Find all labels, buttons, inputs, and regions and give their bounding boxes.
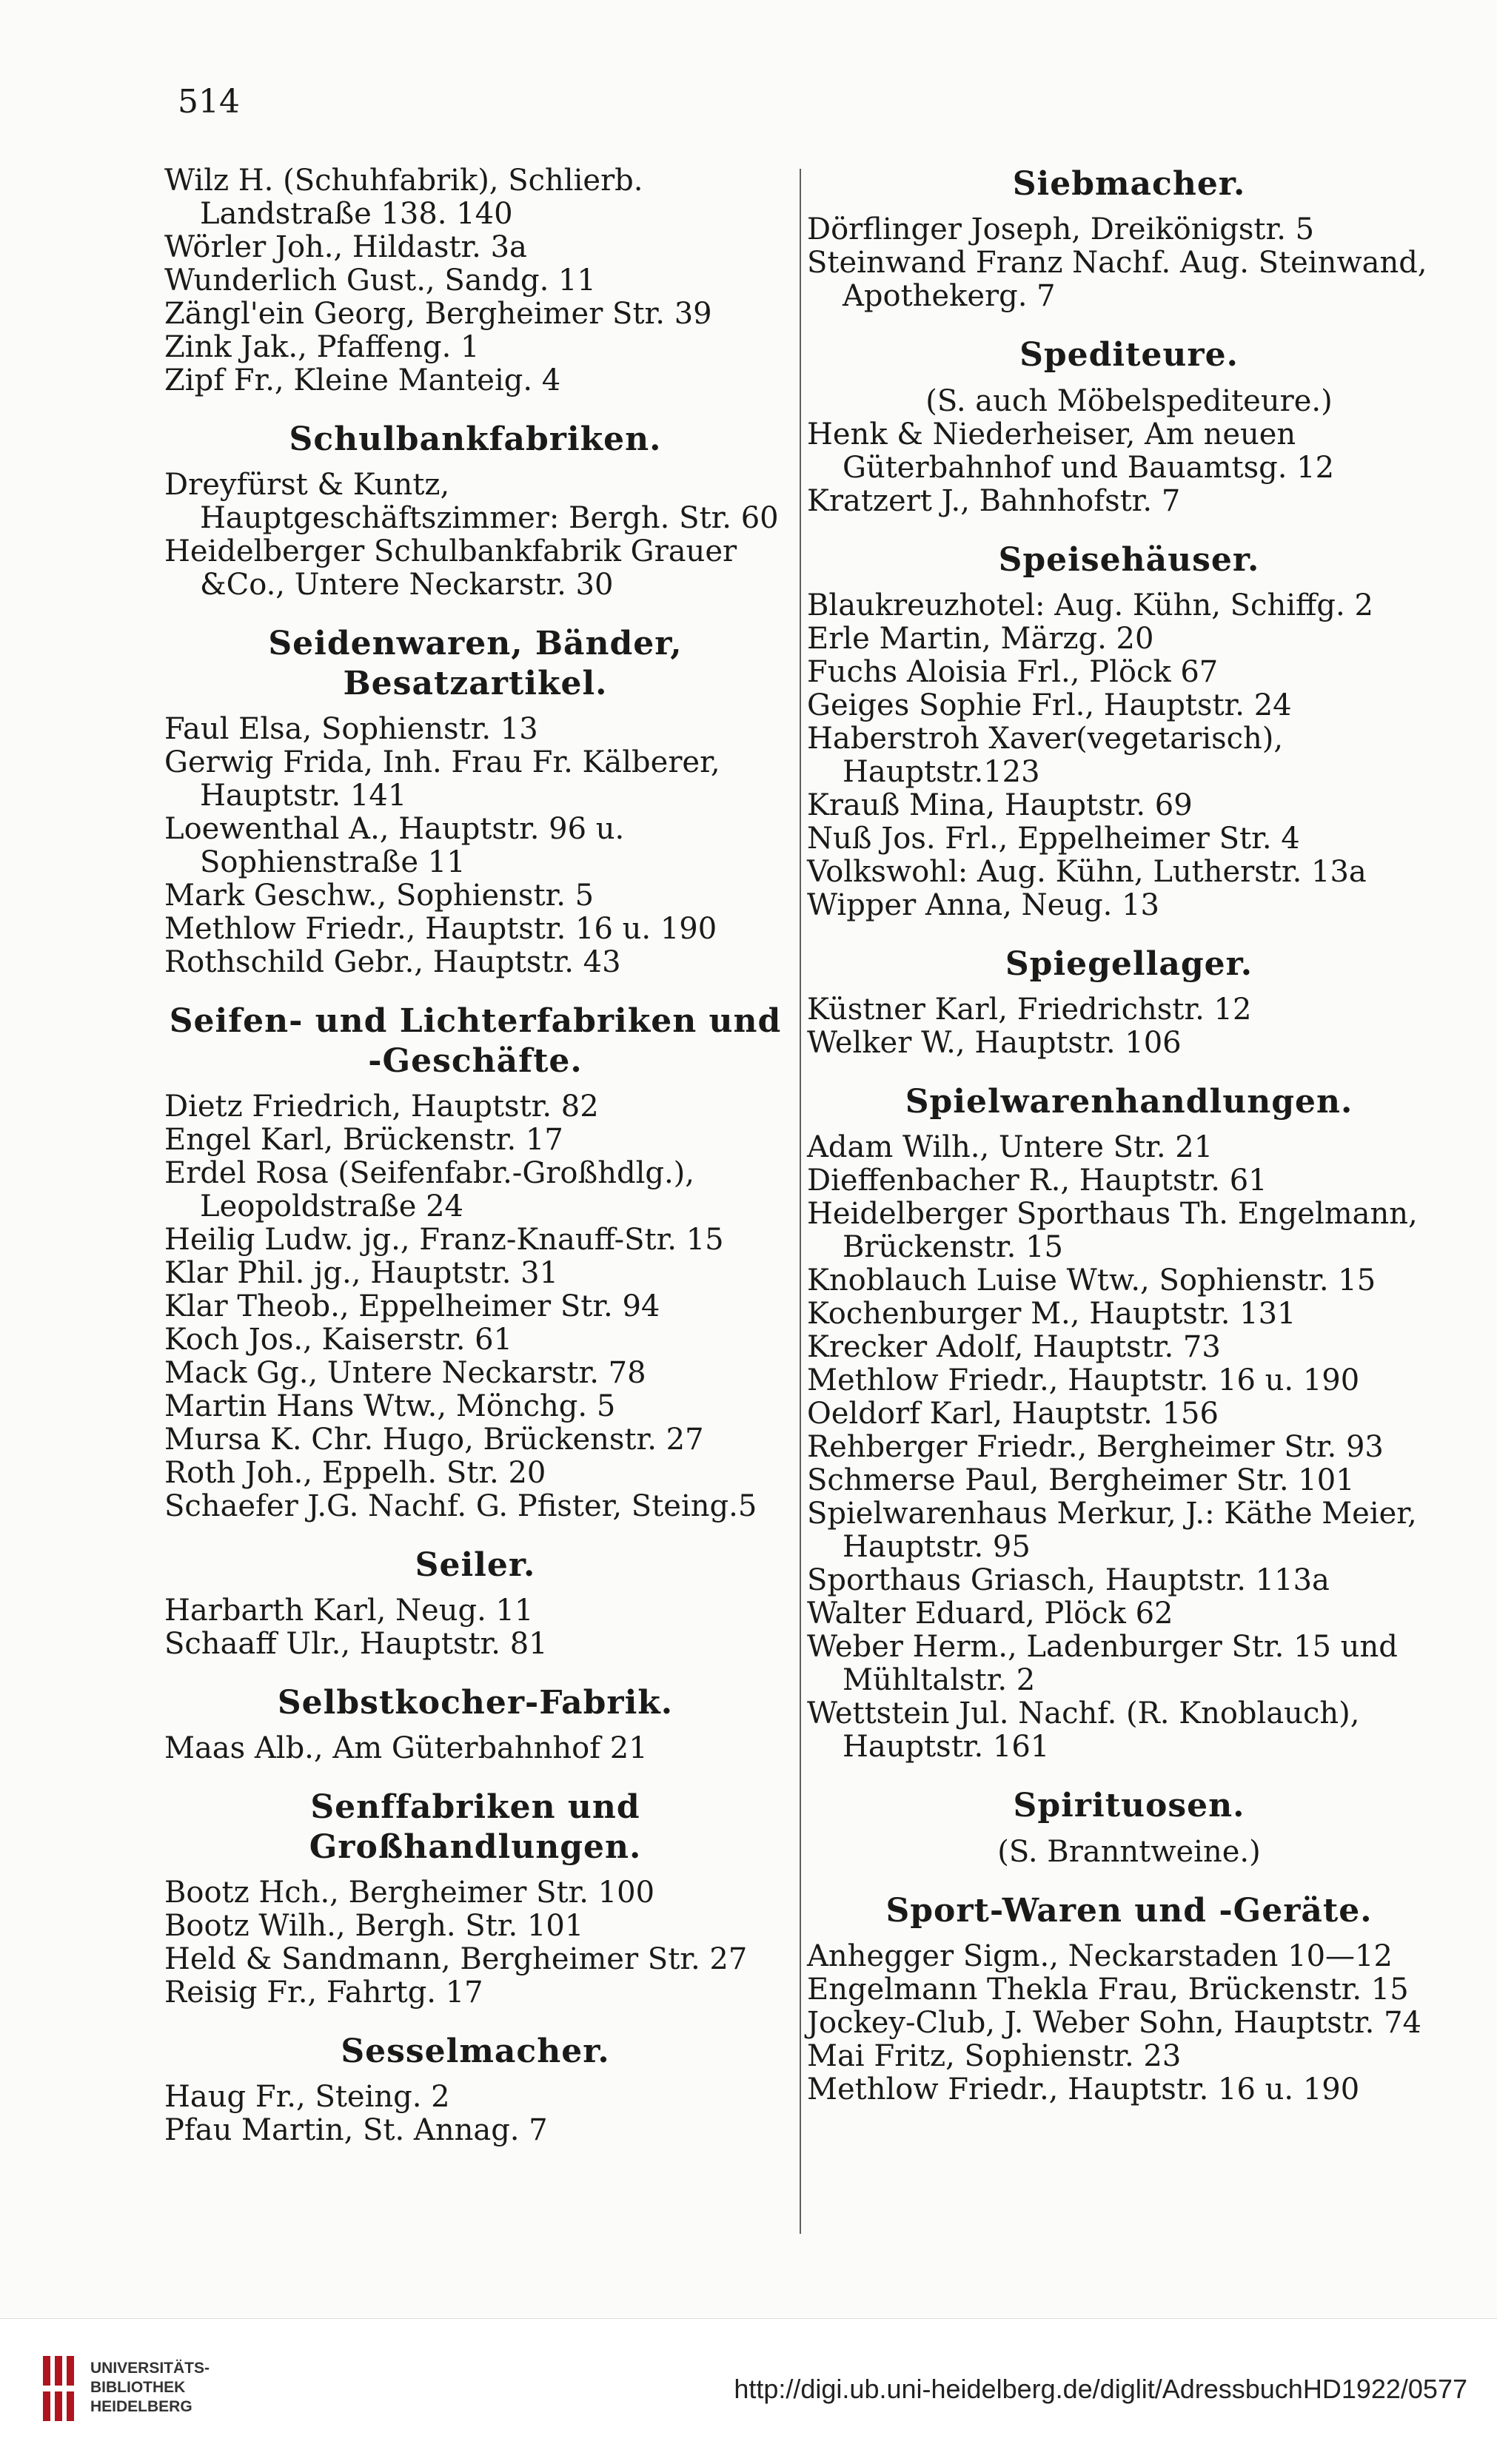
section-heading: Spielwarenhandlungen. <box>905 1083 1353 1121</box>
directory-entry: Roth Joh., Eppelh. Str. 20 <box>164 1456 546 1490</box>
directory-entry: Oeldorf Karl, Hauptstr. 156 <box>807 1397 1219 1431</box>
directory-section <box>164 1001 786 1523</box>
directory-entry: Krecker Adolf, Hauptstr. 73 <box>807 1330 1221 1364</box>
section-note: (S. auch Möbelspediteure.) <box>925 384 1333 418</box>
directory-section <box>807 1891 1451 2107</box>
directory-entry: Pfau Martin, St. Annag. 7 <box>164 2113 548 2147</box>
directory-section <box>807 1082 1451 1764</box>
directory-entry: Loewenthal A., Hauptstr. 96 u. Sophienstraße 11 <box>164 812 625 879</box>
column-divider <box>800 169 801 2234</box>
directory-entry: Maas Alb., Am Güterbahnhof 21 <box>164 1731 648 1765</box>
directory-entry: Schaaff Ulr., Hauptstr. 81 <box>164 1627 548 1661</box>
section-heading: Spediteure. <box>1019 336 1239 374</box>
directory-entry: Adam Wilh., Untere Str. 21 <box>807 1130 1213 1164</box>
directory-entry: Dieffenbacher R., Hauptstr. 61 <box>807 1164 1267 1198</box>
left-column <box>164 164 786 2163</box>
directory-section <box>164 1545 786 1661</box>
directory-entry: Klar Theob., Eppelheimer Str. 94 <box>164 1289 660 1323</box>
directory-entry: Gerwig Frida, Inh. Frau Fr. Kälberer, Hauptstr. 141 <box>164 745 720 813</box>
page-number: 514 <box>178 83 240 121</box>
directory-entry: Henk & Niederheiser, Am neuen Güterbahnhof und Bauamtsg. 12 <box>807 417 1335 485</box>
directory-entry: Nuß Jos. Frl., Eppelheimer Str. 4 <box>807 822 1300 856</box>
section-heading: Sesselmacher. <box>341 2032 610 2070</box>
directory-entry: Wipper Anna, Neug. 13 <box>807 888 1159 922</box>
directory-entry: Klar Phil. jg., Hauptstr. 31 <box>164 1256 559 1290</box>
directory-entry: Zipf Fr., Kleine Manteig. 4 <box>164 363 561 397</box>
directory-entry: Erdel Rosa (Seifenfabr.-Großhdlg.), Leopoldstraße 24 <box>164 1156 694 1223</box>
directory-entry: Anhegger Sigm., Neckarstaden 10—12 <box>807 1939 1393 1973</box>
section-heading: Seidenwaren, Bänder, Besatzartikel. <box>268 625 683 702</box>
directory-entry: Rehberger Friedr., Bergheimer Str. 93 <box>807 1430 1384 1464</box>
directory-entry: Knoblauch Luise Wtw., Sophienstr. 15 <box>807 1263 1376 1298</box>
directory-entry: Haug Fr., Steing. 2 <box>164 2080 450 2114</box>
directory-entry: Held & Sandmann, Bergheimer Str. 27 <box>164 1942 748 1976</box>
directory-entry: Reisig Fr., Fahrtg. 17 <box>164 1975 483 2010</box>
directory-entry: Fuchs Aloisia Frl., Plöck 67 <box>807 655 1219 689</box>
source-url[interactable]: http://digi.ub.uni-heidelberg.de/diglit/AdressbuchHD1922/0577 <box>734 2374 1467 2404</box>
directory-entry: Schaefer J.G. Nachf. G. Pfister, Steing.5 <box>164 1489 757 1523</box>
section-heading: Selbstkocher-Fabrik. <box>277 1684 674 1722</box>
directory-entry: Bootz Hch., Bergheimer Str. 100 <box>164 1876 655 1910</box>
directory-entry: Engelmann Thekla Frau, Brückenstr. 15 <box>807 1973 1409 2007</box>
directory-section <box>164 2032 786 2147</box>
section-heading: Senffabriken und Großhandlungen. <box>309 1788 642 1866</box>
directory-entry: Schmerse Paul, Bergheimer Str. 101 <box>807 1463 1355 1497</box>
directory-section <box>164 420 786 602</box>
directory-entry: Welker W., Hauptstr. 106 <box>807 1026 1182 1060</box>
directory-entry: Engel Karl, Brückenstr. 17 <box>164 1123 563 1157</box>
directory-entry: Wilz H. (Schuhfabrik), Schlierb. Landstraße 138. 140 <box>164 164 643 231</box>
directory-entry: Methlow Friedr., Hauptstr. 16 u. 190 <box>807 2072 1360 2107</box>
library-name-line: BIBLIOTHEK <box>90 2379 186 2396</box>
section-heading: Spirituosen. <box>1013 1787 1245 1824</box>
right-column <box>807 164 1451 2123</box>
library-name <box>90 2359 210 2417</box>
directory-entry: Dörflinger Joseph, Dreikönigstr. 5 <box>807 212 1315 246</box>
library-logo-icon <box>40 2351 81 2426</box>
directory-entry: Dreyfürst & Kuntz, Hauptgeschäftszimmer: Bergh. Str. 60 <box>164 468 779 535</box>
directory-entry: Krauß Mina, Hauptstr. 69 <box>807 788 1193 822</box>
directory-entry: Spielwarenhaus Merkur, J.: Käthe Meier, Hauptstr. 95 <box>807 1497 1417 1564</box>
directory-entry: Steinwand Franz Nachf. Aug. Steinwand, Apothekerg. 7 <box>807 246 1427 313</box>
directory-entry: Zink Jak., Pfaffeng. 1 <box>164 330 480 364</box>
directory-section <box>807 1786 1451 1869</box>
directory-entry: Wörler Joh., Hildastr. 3a <box>164 230 527 264</box>
directory-entry: Methlow Friedr., Hauptstr. 16 u. 190 <box>164 912 717 946</box>
directory-entry: Kratzert J., Bahnhofstr. 7 <box>807 484 1181 518</box>
directory-section <box>164 1787 786 2010</box>
directory-entry: Kochenburger M., Hauptstr. 131 <box>807 1297 1296 1331</box>
directory-entry: Heidelberger Sporthaus Th. Engelmann, Brückenstr. 15 <box>807 1197 1418 1264</box>
library-name-line: UNIVERSITÄTS- <box>90 2360 210 2377</box>
section-heading: Seiler. <box>415 1546 536 1584</box>
directory-entry: Rothschild Gebr., Hauptstr. 43 <box>164 945 621 979</box>
directory-entry: Erle Martin, Märzg. 20 <box>807 622 1154 656</box>
directory-entry: Weber Herm., Ladenburger Str. 15 und Mühltalstr. 2 <box>807 1630 1398 1697</box>
directory-entry: Zängl'ein Georg, Bergheimer Str. 39 <box>164 297 712 331</box>
directory-entry: Geiges Sophie Frl., Hauptstr. 24 <box>807 688 1292 722</box>
directory-entry: Dietz Friedrich, Hauptstr. 82 <box>164 1090 599 1124</box>
directory-entry: Jockey-Club, J. Weber Sohn, Hauptstr. 74 <box>807 2006 1421 2040</box>
directory-entry: Volkswohl: Aug. Kühn, Lutherstr. 13a <box>807 855 1367 889</box>
directory-section <box>807 540 1451 922</box>
directory-entry: Wunderlich Gust., Sandg. 11 <box>164 263 596 298</box>
directory-entry: Methlow Friedr., Hauptstr. 16 u. 190 <box>807 1363 1360 1397</box>
directory-section <box>164 1683 786 1765</box>
directory-entry: Martin Hans Wtw., Mönchg. 5 <box>164 1389 616 1423</box>
section-heading: Spiegellager. <box>1005 945 1253 983</box>
directory-entry: Heilig Ludw. jg., Franz-Knauff-Str. 15 <box>164 1223 724 1257</box>
directory-section <box>164 624 786 979</box>
section-heading: Sport-Waren und -Geräte. <box>885 1892 1373 1930</box>
directory-entry: Mursa K. Chr. Hugo, Brückenstr. 27 <box>164 1423 704 1457</box>
directory-entry: Bootz Wilh., Bergh. Str. 101 <box>164 1909 584 1943</box>
directory-entry: Küstner Karl, Friedrichstr. 12 <box>807 993 1252 1027</box>
directory-entry: Blaukreuzhotel: Aug. Kühn, Schiffg. 2 <box>807 588 1373 622</box>
directory-section <box>164 164 786 397</box>
footer-bar <box>0 2318 1497 2464</box>
directory-section <box>807 335 1451 518</box>
section-note: (S. Branntweine.) <box>997 1835 1261 1869</box>
section-heading: Speisehäuser. <box>998 541 1260 579</box>
directory-entry: Mark Geschw., Sophienstr. 5 <box>164 879 595 913</box>
directory-entry: Wettstein Jul. Nachf. (R. Knoblauch), Hauptstr. 161 <box>807 1696 1360 1764</box>
directory-entry: Heidelberger Schulbankfabrik Grauer &Co., Untere Neckarstr. 30 <box>164 534 737 602</box>
directory-entry: Harbarth Karl, Neug. 11 <box>164 1594 534 1628</box>
directory-entry: Koch Jos., Kaiserstr. 61 <box>164 1323 513 1357</box>
directory-entry: Haberstroh Xaver(vegetarisch), Hauptstr.123 <box>807 722 1284 789</box>
directory-section <box>807 164 1451 313</box>
directory-entry: Walter Eduard, Plöck 62 <box>807 1597 1173 1631</box>
section-heading: Seifen- und Lichterfabriken und -Geschäfte. <box>169 1002 782 1080</box>
directory-section <box>807 944 1451 1060</box>
directory-entry: Sporthaus Griasch, Hauptstr. 113a <box>807 1563 1330 1597</box>
directory-entry: Mack Gg., Untere Neckarstr. 78 <box>164 1356 646 1390</box>
library-name-line: HEIDELBERG <box>90 2398 192 2415</box>
section-heading: Siebmacher. <box>1012 165 1246 203</box>
directory-entry: Faul Elsa, Sophienstr. 13 <box>164 712 538 746</box>
directory-entry: Mai Fritz, Sophienstr. 23 <box>807 2039 1182 2073</box>
section-heading: Schulbankfabriken. <box>289 420 662 458</box>
